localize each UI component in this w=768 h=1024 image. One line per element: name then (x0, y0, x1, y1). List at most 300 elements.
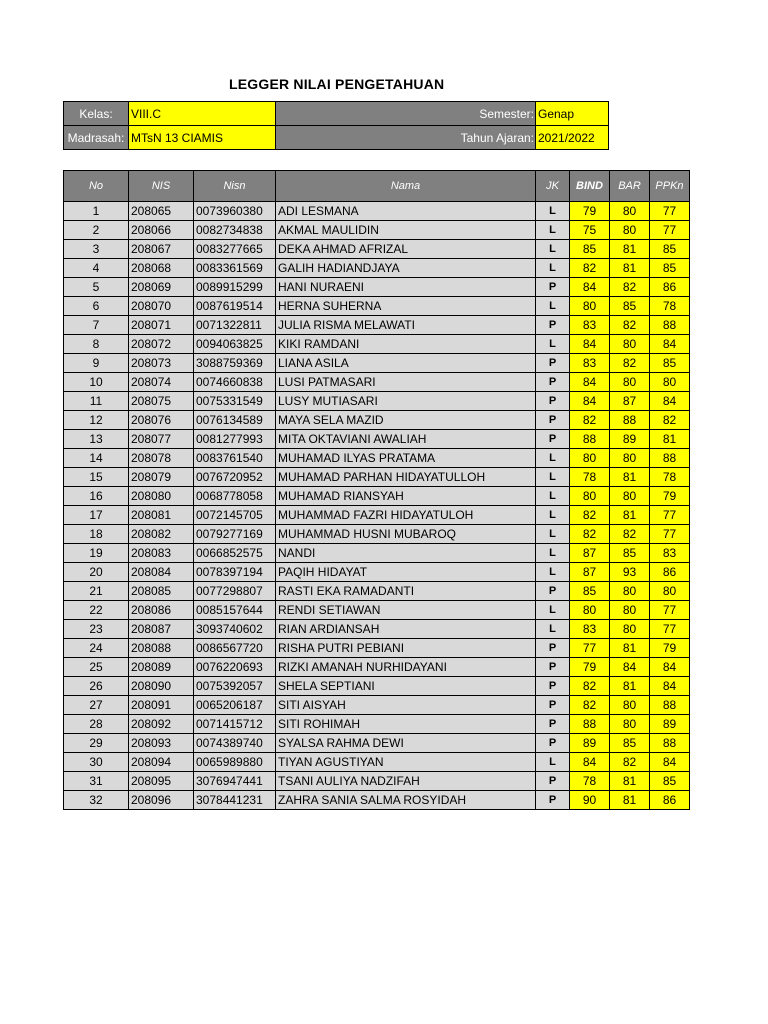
table-row (64, 278, 690, 297)
cell-no[interactable]: 20 (64, 563, 129, 582)
cell-no[interactable]: 13 (64, 430, 129, 449)
cell-jk[interactable]: L (536, 753, 570, 772)
cell-jk[interactable]: P (536, 791, 570, 810)
cell-ppkn[interactable]: 86 (650, 278, 690, 297)
cell-no[interactable]: 10 (64, 373, 129, 392)
cell-bar[interactable]: 81 (610, 791, 650, 810)
cell-bar[interactable]: 85 (610, 544, 650, 563)
cell-bind[interactable]: 90 (570, 791, 610, 810)
cell-jk[interactable]: L (536, 525, 570, 544)
cell-no[interactable]: 5 (64, 278, 129, 297)
cell-jk[interactable]: L (536, 544, 570, 563)
cell-bind[interactable]: 84 (570, 392, 610, 411)
cell-bar[interactable]: 81 (610, 259, 650, 278)
cell-jk[interactable]: P (536, 278, 570, 297)
cell-nisn[interactable]: 0079277169 (194, 525, 276, 544)
cell-no[interactable]: 24 (64, 639, 129, 658)
cell-nama[interactable]: RENDI SETIAWAN (276, 601, 536, 620)
cell-nisn[interactable]: 0083277665 (194, 240, 276, 259)
table-row (64, 240, 690, 259)
cell-nama[interactable]: PAQIH HIDAYAT (276, 563, 536, 582)
cell-jk[interactable]: L (536, 335, 570, 354)
cell-nama[interactable]: LIANA ASILA (276, 354, 536, 373)
header-no[interactable]: No (64, 171, 129, 202)
table-row (64, 411, 690, 430)
cell-nis[interactable]: 208075 (129, 392, 194, 411)
cell-jk[interactable]: P (536, 677, 570, 696)
cell-no[interactable]: 11 (64, 392, 129, 411)
cell-nama[interactable]: LUSI PATMASARI (276, 373, 536, 392)
cell-bar[interactable]: 80 (610, 715, 650, 734)
cell-nisn[interactable]: 0071322811 (194, 316, 276, 335)
cell-bar[interactable]: 81 (610, 468, 650, 487)
cell-nis[interactable]: 208084 (129, 563, 194, 582)
header-jk[interactable]: JK (536, 171, 570, 202)
semester-value[interactable]: Genap (536, 102, 609, 126)
cell-jk[interactable]: P (536, 316, 570, 335)
table-row (64, 696, 690, 715)
cell-ppkn[interactable]: 79 (650, 487, 690, 506)
cell-jk[interactable]: L (536, 202, 570, 221)
cell-nis[interactable]: 208085 (129, 582, 194, 601)
cell-bar[interactable]: 80 (610, 373, 650, 392)
header-nisn[interactable]: Nisn (194, 171, 276, 202)
cell-nisn[interactable]: 0074389740 (194, 734, 276, 753)
cell-bind[interactable]: 88 (570, 715, 610, 734)
cell-jk[interactable]: P (536, 411, 570, 430)
cell-nisn[interactable]: 3076947441 (194, 772, 276, 791)
cell-nama[interactable]: SYALSA RAHMA DEWI (276, 734, 536, 753)
cell-ppkn[interactable]: 83 (650, 544, 690, 563)
cell-nama[interactable]: RISHA PUTRI PEBIANI (276, 639, 536, 658)
cell-no[interactable]: 15 (64, 468, 129, 487)
cell-bind[interactable]: 84 (570, 373, 610, 392)
cell-nisn[interactable]: 0089915299 (194, 278, 276, 297)
cell-bind[interactable]: 75 (570, 221, 610, 240)
table-row (64, 791, 690, 810)
header-bar[interactable]: BAR (610, 171, 650, 202)
cell-nisn[interactable]: 0066852575 (194, 544, 276, 563)
cell-nama[interactable]: TSANI AULIYA NADZIFAH (276, 772, 536, 791)
cell-bind[interactable]: 85 (570, 240, 610, 259)
cell-ppkn[interactable]: 84 (650, 753, 690, 772)
cell-no[interactable]: 25 (64, 658, 129, 677)
cell-jk[interactable]: L (536, 297, 570, 316)
header-ppkn[interactable]: PPKn (650, 171, 690, 202)
cell-ppkn[interactable]: 88 (650, 449, 690, 468)
cell-jk[interactable]: L (536, 601, 570, 620)
cell-nama[interactable]: MUHAMMAD HUSNI MUBAROQ (276, 525, 536, 544)
cell-ppkn[interactable]: 77 (650, 620, 690, 639)
cell-no[interactable]: 17 (64, 506, 129, 525)
cell-nis[interactable]: 208073 (129, 354, 194, 373)
cell-ppkn[interactable]: 79 (650, 639, 690, 658)
cell-nis[interactable]: 208094 (129, 753, 194, 772)
cell-nama[interactable]: RIAN ARDIANSAH (276, 620, 536, 639)
cell-no[interactable]: 28 (64, 715, 129, 734)
cell-nisn[interactable]: 0068778058 (194, 487, 276, 506)
cell-jk[interactable]: P (536, 772, 570, 791)
cell-bind[interactable]: 87 (570, 544, 610, 563)
madrasah-label: Madrasah: (64, 126, 129, 150)
cell-nisn[interactable]: 0077298807 (194, 582, 276, 601)
cell-bind[interactable]: 82 (570, 411, 610, 430)
cell-nisn[interactable]: 0087619514 (194, 297, 276, 316)
table-row (64, 620, 690, 639)
table-row (64, 525, 690, 544)
cell-bind[interactable]: 83 (570, 620, 610, 639)
cell-nama[interactable]: ADI LESMANA (276, 202, 536, 221)
cell-ppkn[interactable]: 85 (650, 259, 690, 278)
cell-nisn[interactable]: 3078441231 (194, 791, 276, 810)
cell-bar[interactable]: 88 (610, 411, 650, 430)
cell-no[interactable]: 14 (64, 449, 129, 468)
cell-nis[interactable]: 208066 (129, 221, 194, 240)
cell-nis[interactable]: 208081 (129, 506, 194, 525)
cell-jk[interactable]: P (536, 715, 570, 734)
cell-jk[interactable]: L (536, 221, 570, 240)
table-row (64, 354, 690, 373)
cell-no[interactable]: 18 (64, 525, 129, 544)
cell-nisn[interactable]: 0071415712 (194, 715, 276, 734)
cell-nisn[interactable]: 0065989880 (194, 753, 276, 772)
cell-nisn[interactable]: 0065206187 (194, 696, 276, 715)
cell-nisn[interactable]: 0074660838 (194, 373, 276, 392)
cell-bar[interactable]: 80 (610, 582, 650, 601)
cell-bind[interactable]: 84 (570, 335, 610, 354)
cell-nisn[interactable]: 0094063825 (194, 335, 276, 354)
table-row (64, 392, 690, 411)
cell-nama[interactable]: NANDI (276, 544, 536, 563)
cell-nis[interactable]: 208083 (129, 544, 194, 563)
header-nis[interactable]: NIS (129, 171, 194, 202)
cell-nis[interactable]: 208095 (129, 772, 194, 791)
cell-no[interactable]: 26 (64, 677, 129, 696)
table-row (64, 202, 690, 221)
cell-ppkn[interactable]: 89 (650, 715, 690, 734)
cell-ppkn[interactable]: 78 (650, 468, 690, 487)
cell-bar[interactable]: 80 (610, 620, 650, 639)
cell-no[interactable]: 19 (64, 544, 129, 563)
cell-bind[interactable]: 82 (570, 696, 610, 715)
table-row (64, 335, 690, 354)
cell-no[interactable]: 22 (64, 601, 129, 620)
table-row (64, 468, 690, 487)
cell-nis[interactable]: 208072 (129, 335, 194, 354)
cell-jk[interactable]: P (536, 582, 570, 601)
cell-jk[interactable]: P (536, 430, 570, 449)
table-row (64, 221, 690, 240)
page-title: LEGGER NILAI PENGETAHUAN (229, 76, 445, 92)
info-row-kelas (64, 102, 609, 126)
cell-ppkn[interactable]: 84 (650, 677, 690, 696)
table-row (64, 658, 690, 677)
cell-bar[interactable]: 89 (610, 430, 650, 449)
cell-bind[interactable]: 82 (570, 259, 610, 278)
cell-no[interactable]: 7 (64, 316, 129, 335)
table-row (64, 734, 690, 753)
grades-body (64, 202, 690, 810)
cell-nama[interactable]: HERNA SUHERNA (276, 297, 536, 316)
cell-bind[interactable]: 78 (570, 772, 610, 791)
cell-jk[interactable]: L (536, 506, 570, 525)
cell-bind[interactable]: 82 (570, 677, 610, 696)
cell-jk[interactable]: L (536, 563, 570, 582)
grades-header-row (64, 171, 690, 202)
cell-nis[interactable]: 208074 (129, 373, 194, 392)
cell-nama[interactable]: AKMAL MAULIDIN (276, 221, 536, 240)
cell-jk[interactable]: P (536, 354, 570, 373)
cell-bar[interactable]: 82 (610, 316, 650, 335)
cell-ppkn[interactable]: 80 (650, 373, 690, 392)
cell-bind[interactable]: 84 (570, 753, 610, 772)
cell-nisn[interactable]: 0081277993 (194, 430, 276, 449)
table-row (64, 772, 690, 791)
cell-nisn[interactable]: 0083761540 (194, 449, 276, 468)
cell-nisn[interactable]: 0083361569 (194, 259, 276, 278)
cell-no[interactable]: 3 (64, 240, 129, 259)
kelas-label: Kelas: (64, 102, 129, 126)
cell-nisn[interactable]: 0072145705 (194, 506, 276, 525)
cell-no[interactable]: 12 (64, 411, 129, 430)
cell-bar[interactable]: 81 (610, 772, 650, 791)
cell-nama[interactable]: ZAHRA SANIA SALMA ROSYIDAH (276, 791, 536, 810)
cell-ppkn[interactable]: 85 (650, 240, 690, 259)
cell-jk[interactable]: P (536, 392, 570, 411)
cell-ppkn[interactable]: 80 (650, 582, 690, 601)
header-bind[interactable]: BIND (570, 171, 610, 202)
cell-bind[interactable]: 79 (570, 658, 610, 677)
cell-bind[interactable]: 80 (570, 601, 610, 620)
cell-ppkn[interactable]: 81 (650, 430, 690, 449)
cell-bar[interactable]: 85 (610, 734, 650, 753)
cell-nis[interactable]: 208092 (129, 715, 194, 734)
cell-nis[interactable]: 208086 (129, 601, 194, 620)
cell-nis[interactable]: 208076 (129, 411, 194, 430)
cell-no[interactable]: 32 (64, 791, 129, 810)
table-row (64, 582, 690, 601)
cell-jk[interactable]: L (536, 259, 570, 278)
cell-nama[interactable]: SITI AISYAH (276, 696, 536, 715)
cell-nama[interactable]: MAYA SELA MAZID (276, 411, 536, 430)
cell-ppkn[interactable]: 84 (650, 658, 690, 677)
cell-nis[interactable]: 208090 (129, 677, 194, 696)
cell-nis[interactable]: 208089 (129, 658, 194, 677)
cell-bind[interactable]: 82 (570, 525, 610, 544)
cell-bar[interactable]: 80 (610, 449, 650, 468)
cell-nis[interactable]: 208067 (129, 240, 194, 259)
cell-nis[interactable]: 208096 (129, 791, 194, 810)
grades-table (63, 170, 690, 810)
cell-bar[interactable]: 80 (610, 696, 650, 715)
cell-ppkn[interactable]: 88 (650, 316, 690, 335)
cell-ppkn[interactable]: 86 (650, 791, 690, 810)
cell-ppkn[interactable]: 77 (650, 525, 690, 544)
cell-bar[interactable]: 81 (610, 639, 650, 658)
cell-no[interactable]: 1 (64, 202, 129, 221)
table-row (64, 430, 690, 449)
cell-ppkn[interactable]: 84 (650, 335, 690, 354)
table-row (64, 297, 690, 316)
header-nama[interactable]: Nama (276, 171, 536, 202)
cell-nama[interactable]: MUHAMAD RIANSYAH (276, 487, 536, 506)
cell-ppkn[interactable]: 77 (650, 202, 690, 221)
cell-nama[interactable]: MUHAMMAD FAZRI HIDAYATULOH (276, 506, 536, 525)
cell-nisn[interactable]: 3093740602 (194, 620, 276, 639)
info-row-madrasah (64, 126, 609, 150)
cell-no[interactable]: 2 (64, 221, 129, 240)
cell-ppkn[interactable]: 77 (650, 221, 690, 240)
kelas-value[interactable]: VIII.C (129, 102, 276, 126)
cell-nisn[interactable]: 0078397194 (194, 563, 276, 582)
cell-ppkn[interactable]: 77 (650, 601, 690, 620)
cell-no[interactable]: 4 (64, 259, 129, 278)
cell-no[interactable]: 9 (64, 354, 129, 373)
cell-bar[interactable]: 82 (610, 525, 650, 544)
cell-bind[interactable]: 82 (570, 506, 610, 525)
cell-bar[interactable]: 81 (610, 506, 650, 525)
cell-bar[interactable]: 81 (610, 677, 650, 696)
cell-nis[interactable]: 208080 (129, 487, 194, 506)
madrasah-value[interactable]: MTsN 13 CIAMIS (129, 126, 276, 150)
cell-nama[interactable]: JULIA RISMA MELAWATI (276, 316, 536, 335)
cell-bind[interactable]: 87 (570, 563, 610, 582)
cell-bar[interactable]: 80 (610, 335, 650, 354)
cell-jk[interactable]: L (536, 240, 570, 259)
cell-bar[interactable]: 87 (610, 392, 650, 411)
cell-nama[interactable]: LUSY MUTIASARI (276, 392, 536, 411)
cell-nisn[interactable]: 0075392057 (194, 677, 276, 696)
cell-nama[interactable]: GALIH HADIANDJAYA (276, 259, 536, 278)
table-row (64, 753, 690, 772)
cell-ppkn[interactable]: 82 (650, 411, 690, 430)
cell-ppkn[interactable]: 86 (650, 563, 690, 582)
cell-ppkn[interactable]: 85 (650, 354, 690, 373)
cell-bind[interactable]: 83 (570, 354, 610, 373)
cell-ppkn[interactable]: 84 (650, 392, 690, 411)
cell-nis[interactable]: 208078 (129, 449, 194, 468)
cell-nis[interactable]: 208087 (129, 620, 194, 639)
cell-no[interactable]: 23 (64, 620, 129, 639)
table-row (64, 544, 690, 563)
cell-nisn[interactable]: 0075331549 (194, 392, 276, 411)
cell-jk[interactable]: P (536, 658, 570, 677)
cell-jk[interactable]: P (536, 696, 570, 715)
cell-bar[interactable]: 82 (610, 753, 650, 772)
tahun-ajaran-value[interactable]: 2021/2022 (536, 126, 609, 150)
cell-no[interactable]: 29 (64, 734, 129, 753)
cell-nama[interactable]: TIYAN AGUSTIYAN (276, 753, 536, 772)
cell-bar[interactable]: 81 (610, 240, 650, 259)
cell-nis[interactable]: 208088 (129, 639, 194, 658)
cell-jk[interactable]: P (536, 373, 570, 392)
cell-bind[interactable]: 80 (570, 297, 610, 316)
cell-nis[interactable]: 208071 (129, 316, 194, 335)
cell-no[interactable]: 16 (64, 487, 129, 506)
cell-bar[interactable]: 84 (610, 658, 650, 677)
cell-nis[interactable]: 208065 (129, 202, 194, 221)
cell-jk[interactable]: P (536, 734, 570, 753)
cell-bind[interactable]: 78 (570, 468, 610, 487)
cell-nisn[interactable]: 0076134589 (194, 411, 276, 430)
cell-nama[interactable]: MUHAMAD ILYAS PRATAMA (276, 449, 536, 468)
cell-bind[interactable]: 88 (570, 430, 610, 449)
cell-nama[interactable]: DEKA AHMAD AFRIZAL (276, 240, 536, 259)
cell-no[interactable]: 21 (64, 582, 129, 601)
cell-bind[interactable]: 80 (570, 487, 610, 506)
cell-nis[interactable]: 208068 (129, 259, 194, 278)
cell-ppkn[interactable]: 78 (650, 297, 690, 316)
cell-ppkn[interactable]: 77 (650, 506, 690, 525)
cell-bar[interactable]: 80 (610, 601, 650, 620)
cell-nisn[interactable]: 3088759369 (194, 354, 276, 373)
cell-no[interactable]: 31 (64, 772, 129, 791)
cell-jk[interactable]: L (536, 620, 570, 639)
cell-nis[interactable]: 208093 (129, 734, 194, 753)
cell-no[interactable]: 30 (64, 753, 129, 772)
cell-ppkn[interactable]: 88 (650, 734, 690, 753)
cell-nama[interactable]: MUHAMAD PARHAN HIDAYATULLOH (276, 468, 536, 487)
cell-nis[interactable]: 208069 (129, 278, 194, 297)
cell-nisn[interactable]: 0076220693 (194, 658, 276, 677)
cell-nama[interactable]: SHELA SEPTIANI (276, 677, 536, 696)
cell-nama[interactable]: MITA OKTAVIANI AWALIAH (276, 430, 536, 449)
cell-ppkn[interactable]: 85 (650, 772, 690, 791)
cell-nis[interactable]: 208091 (129, 696, 194, 715)
cell-nama[interactable]: RIZKI AMANAH NURHIDAYANI (276, 658, 536, 677)
cell-nis[interactable]: 208077 (129, 430, 194, 449)
cell-bind[interactable]: 84 (570, 278, 610, 297)
cell-bar[interactable]: 80 (610, 202, 650, 221)
cell-bar[interactable]: 82 (610, 354, 650, 373)
cell-bind[interactable]: 89 (570, 734, 610, 753)
cell-bind[interactable]: 79 (570, 202, 610, 221)
cell-nisn[interactable]: 0076720952 (194, 468, 276, 487)
cell-bar[interactable]: 82 (610, 278, 650, 297)
cell-bind[interactable]: 83 (570, 316, 610, 335)
cell-no[interactable]: 8 (64, 335, 129, 354)
cell-nisn[interactable]: 0086567720 (194, 639, 276, 658)
cell-bind[interactable]: 85 (570, 582, 610, 601)
cell-nis[interactable]: 208070 (129, 297, 194, 316)
cell-nisn[interactable]: 0073960380 (194, 202, 276, 221)
cell-jk[interactable]: L (536, 449, 570, 468)
table-row (64, 563, 690, 582)
table-row (64, 601, 690, 620)
cell-no[interactable]: 6 (64, 297, 129, 316)
cell-nis[interactable]: 208082 (129, 525, 194, 544)
cell-bar[interactable]: 80 (610, 221, 650, 240)
cell-bind[interactable]: 80 (570, 449, 610, 468)
cell-jk[interactable]: L (536, 487, 570, 506)
cell-nisn[interactable]: 0082734838 (194, 221, 276, 240)
cell-bind[interactable]: 77 (570, 639, 610, 658)
cell-jk[interactable]: L (536, 468, 570, 487)
cell-nama[interactable]: HANI NURAENI (276, 278, 536, 297)
cell-nis[interactable]: 208079 (129, 468, 194, 487)
cell-no[interactable]: 27 (64, 696, 129, 715)
cell-nama[interactable]: SITI ROHIMAH (276, 715, 536, 734)
table-row (64, 506, 690, 525)
cell-bar[interactable]: 85 (610, 297, 650, 316)
cell-nama[interactable]: RASTI EKA RAMADANTI (276, 582, 536, 601)
cell-nisn[interactable]: 0085157644 (194, 601, 276, 620)
cell-ppkn[interactable]: 88 (650, 696, 690, 715)
cell-jk[interactable]: P (536, 639, 570, 658)
cell-bar[interactable]: 80 (610, 487, 650, 506)
cell-nama[interactable]: KIKI RAMDANI (276, 335, 536, 354)
cell-bar[interactable]: 93 (610, 563, 650, 582)
